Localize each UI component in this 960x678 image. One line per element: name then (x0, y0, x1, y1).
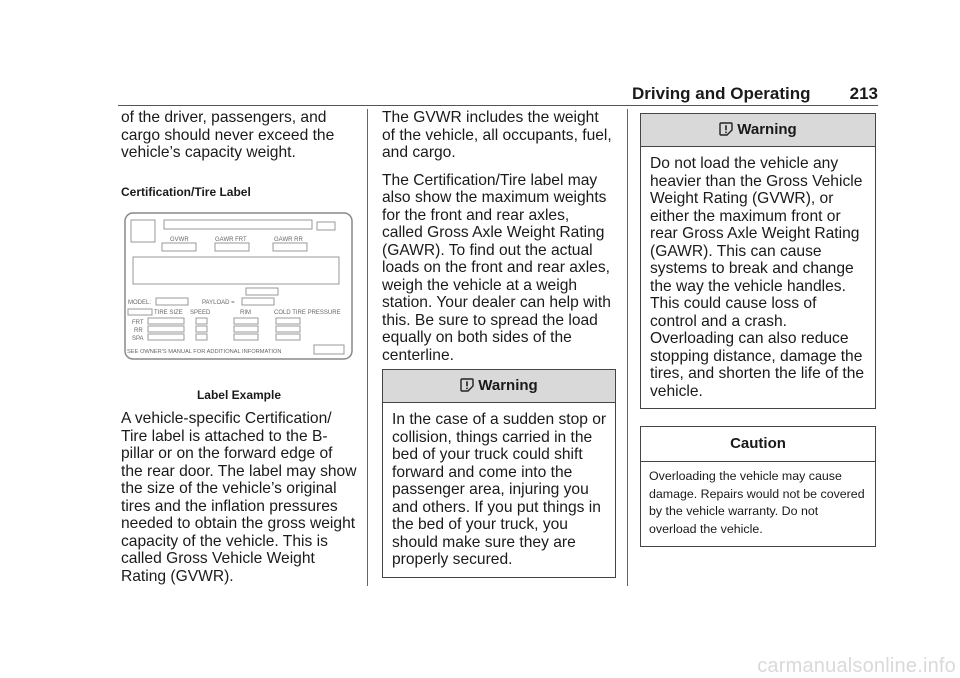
page-number: 213 (849, 84, 878, 103)
warning-header (383, 370, 615, 403)
tire-size-label: TIRE SIZE (154, 310, 183, 316)
gawr-frt-label: GAWR FRT (215, 237, 247, 243)
warning-title: Warning (478, 377, 538, 394)
rim-label: RIM (240, 310, 251, 316)
model-label: MODEL: (128, 300, 152, 306)
spa-label: SPA (132, 336, 144, 342)
body-paragraph: A vehicle-specific Certification/ Tire label is attached to the B-pillar or on the forward edge of the rear door. The label may show the size of the vehicle’s original tires and the inflation pressures needed to obtain the gross weight capacity of the vehicle. This is called Gross Vehicle Weight Rating (GVWR). (121, 410, 357, 585)
gvwr-paragraph: The GVWR includes the weight of the vehicle, all occupants, fuel, and cargo. (382, 109, 612, 161)
warning-icon (719, 122, 733, 136)
certification-label-figure (124, 212, 353, 360)
watermark: carmanualsonline.info (757, 655, 956, 677)
gawr-paragraph: The Certification/Tire label may also show the maximum weights for the front and rear axles, called Gross Axle Weight Rating (GAWR). To find out the actual loads on the front and rear axles, weigh the vehicle at a weigh station. Your dealer can help with this. Be sure to spread the load equally on both sides of the centerline. (382, 171, 611, 364)
warning-header (641, 114, 875, 147)
page-header (632, 84, 878, 106)
caution-title: Caution (641, 427, 875, 462)
header-rule (118, 105, 878, 106)
figure-caption: Label Example (196, 388, 282, 402)
column-1-body (121, 410, 357, 595)
warning-box-overload (640, 113, 876, 409)
column-1 (121, 109, 357, 201)
subheading: Certification/Tire Label (121, 184, 251, 199)
cold-tire-pressure-label: COLD TIRE PRESSURE (274, 310, 341, 316)
column-divider-2 (627, 109, 628, 586)
speed-label: SPEED (190, 310, 211, 316)
label-footer-text: SEE OWNER'S MANUAL FOR ADDITIONAL INFORMATION (127, 349, 282, 355)
rr-label: RR (134, 328, 143, 334)
gawr-rr-label: GAWR RR (274, 237, 303, 243)
column-divider-1 (367, 109, 368, 586)
warning-icon (460, 378, 474, 392)
section-title: Driving and Operating (632, 84, 811, 103)
warning-body: Do not load the vehicle any heavier than the Gross Vehicle Weight Rating (GVWR), or either the maximum front or rear Gross Axle Weight Rating (GAWR). This can cause systems to break and change the way the vehicle handles. This could cause loss of control and a crash. Overloading can also reduce stopping distance, damage the tires, and shorten the life of the vehicle. (650, 155, 865, 400)
column-2 (382, 109, 614, 374)
intro-paragraph: of the driver, passengers, and cargo should never exceed the vehicle’s capacity weight. (121, 109, 335, 161)
caution-box (640, 426, 876, 547)
payload-label: PAYLOAD = (202, 300, 235, 306)
gvwr-label: GVWR (170, 237, 189, 243)
warning-title: Warning (737, 121, 797, 138)
frt-label: FRT (132, 320, 144, 326)
caution-body: Overloading the vehicle may cause damage. Repairs would not be covered by the vehicle warranty. Do not overload the vehicle. (649, 469, 865, 536)
warning-body: In the case of a sudden stop or collision, things carried in the bed of your truck could shift forward and come into the passenger area, injuring you and others. If you put things in the bed of your truck, you should make sure they are properly secured. (392, 411, 607, 568)
warning-box-secured-cargo (382, 369, 616, 578)
